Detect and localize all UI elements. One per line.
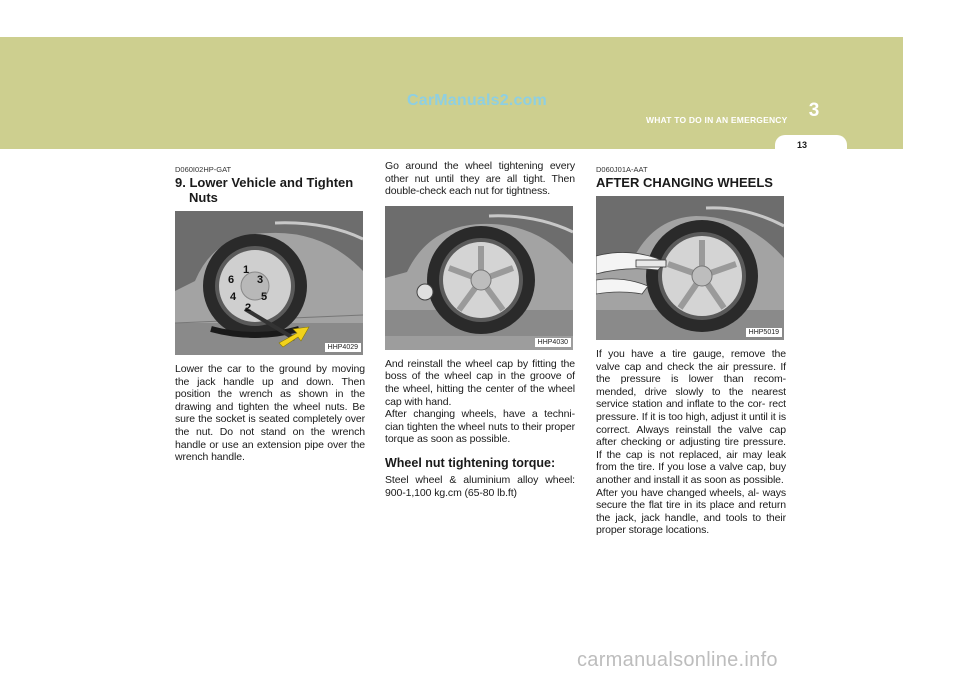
figure-label: HHP4030 (535, 338, 571, 347)
section-code: D060J01A-AAT (596, 165, 648, 174)
nut-number-4: 4 (230, 291, 237, 303)
column-tightening (385, 160, 575, 499)
tire-gauge-illustration (596, 196, 784, 340)
nut-number-1: 1 (243, 264, 250, 276)
column-lower-vehicle (175, 160, 365, 464)
intro-text: Go around the wheel tightening every other nut until they are all tight. Then double-check each nut for tightness. (385, 160, 575, 198)
section-heading: AFTER CHANGING WHEELS (596, 175, 773, 190)
column-after-changing (596, 160, 786, 537)
heading-line-1: 9. Lower Vehicle and Tighten (175, 175, 354, 190)
chapter-title: WHAT TO DO IN AN EMERGENCY (646, 115, 788, 125)
body-text: Lower the car to the ground by moving the jack handle up and down. Then position the wrench as shown in the drawing and tighten the wheel nuts. Be sure the socket is seated completely over the nut. Do not stand on the wrench handle or use an extension pipe over the wrench handle. (175, 363, 365, 464)
wheel-wrench-illustration (175, 211, 363, 355)
wheel-cap-icon (417, 284, 433, 300)
torque-text: Steel wheel & aluminium alloy wheel: 900-1,100 kg.cm (65-80 lb.ft) (385, 473, 575, 499)
body-text-1: And reinstall the wheel cap by fitting the boss of the wheel cap in the groove of the wheel, hitting the center of the wheel cap with hand. (385, 357, 575, 408)
tire-gauge-icon (636, 260, 666, 267)
figure-wheel-cap (385, 206, 573, 350)
header-watermark: CarManuals2.com (407, 92, 547, 109)
figure-wheel-nut-order (175, 211, 363, 355)
chapter-number: 3 (808, 100, 820, 121)
torque-subheading: Wheel nut tightening torque: (385, 455, 556, 470)
nut-number-2: 2 (245, 302, 252, 314)
wheel-cap-illustration (385, 206, 573, 336)
body-text-2: After changing wheels, have a techni- cian tighten the wheel nuts to their proper torque as soon as possible. (385, 408, 575, 446)
page-number: 13 (796, 140, 807, 150)
figure-label: HHP5019 (746, 328, 782, 337)
nut-number-6: 6 (228, 274, 235, 286)
heading-line-2: Nuts (189, 190, 218, 205)
section-heading (175, 175, 365, 205)
body-text-2: After you have changed wheels, al- ways secure the flat tire in its place and return the jack, jack handle, and tools to their proper storage locations. (596, 486, 786, 537)
nut-number-5: 5 (261, 291, 268, 303)
body-text-1: If you have a tire gauge, remove the valve cap and check the air pressure. If the pressure is lower than recom- mended, drive slowly to the nearest service station and inflate to the cor- rect pressure. If it is too high, adjust it until it is correct. Always reinstall the valve cap after checking or adjusting tire pressure. If the cap is not replaced, air may leak from the tire. If you lose a valve cap, buy another and install it as soon as possible. (596, 348, 786, 486)
nut-number-3: 3 (257, 274, 264, 286)
figure-tire-gauge (596, 196, 784, 340)
footer-watermark: carmanualsonline.info (577, 649, 778, 671)
section-code: D060I02HP-GAT (175, 165, 232, 174)
figure-label: HHP4029 (325, 343, 361, 352)
